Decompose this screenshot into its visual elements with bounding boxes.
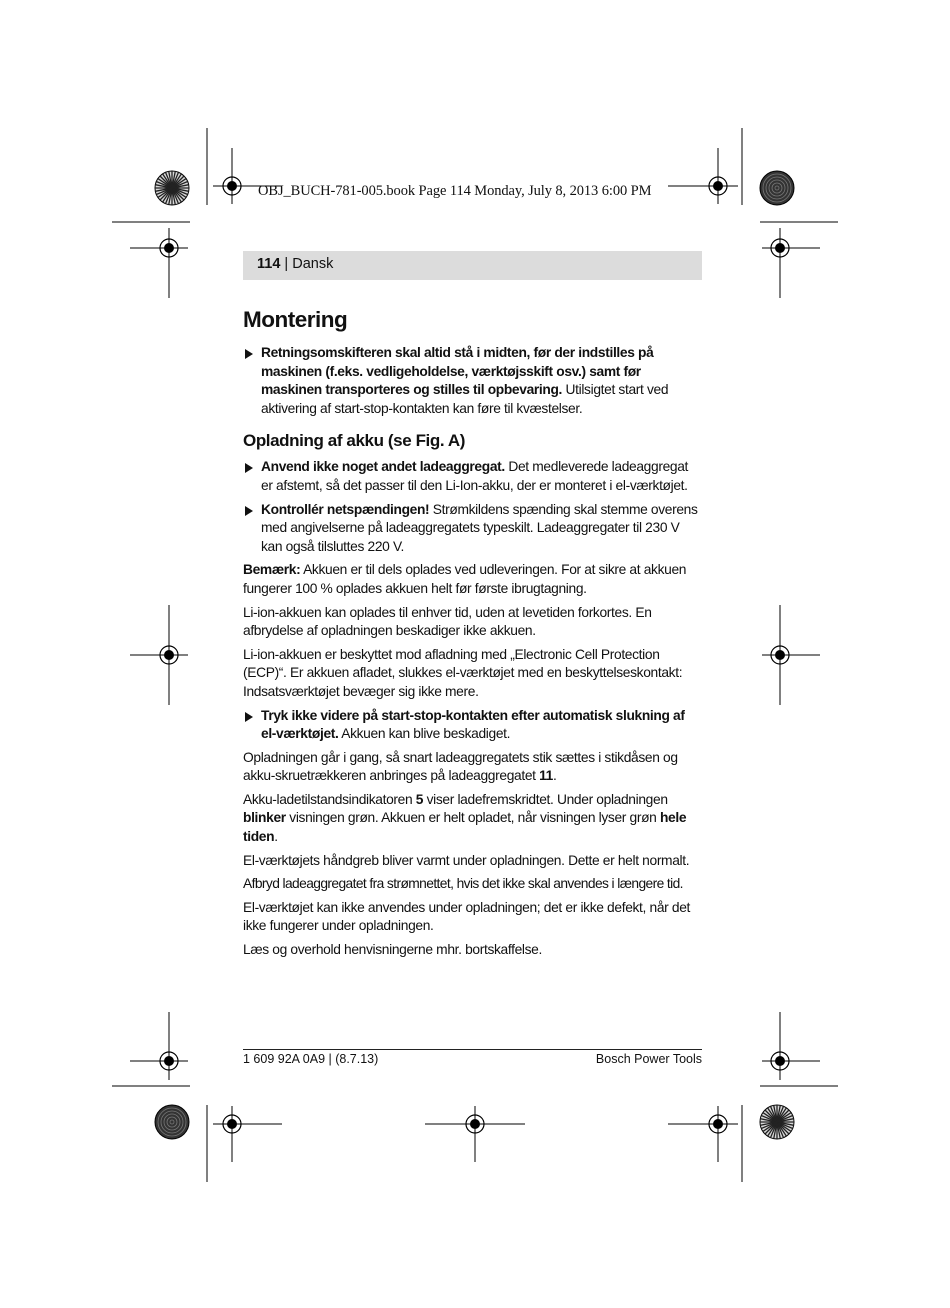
page-header	[243, 251, 702, 280]
bullet-item	[243, 458, 703, 495]
bullet-triangle-icon	[245, 349, 253, 359]
bullet-triangle-icon	[245, 463, 253, 473]
bullet-item	[243, 344, 703, 418]
subsection-title: Opladning af akku (se Fig. A)	[243, 431, 466, 451]
header-separator: |	[280, 256, 293, 272]
header-text	[257, 256, 333, 272]
paragraph-text: viser ladefremskridtet. Under opladningen	[423, 791, 668, 807]
bullet-bold: Tryk ikke videre på start-stop-kontakten efter automatisk slukning af el-værktøjet.	[261, 707, 685, 742]
bullet-bold: Retningsomskifteren skal altid stå i midten, før der indstilles på maskinen (f.eks. vedligeholdelse, værktøjsskift osv.) samt før maskinen transporteres og stilles til opbevaring.	[261, 345, 654, 398]
paragraph: Li-ion-akkuen kan oplades til enhver tid, uden at levetiden forkortes. En afbrydelse af opladningen beskadiger ikke akkuen.	[243, 604, 652, 639]
paragraph-bold: blinker	[243, 810, 286, 826]
paragraph-bold: hele tiden	[243, 810, 687, 845]
footer-doc-number: 1 609 92A 0A9 | (8.7.13)	[243, 1052, 379, 1066]
file-slug: OBJ_BUCH-781-005.book Page 114 Monday, July 8, 2013 6:00 PM	[258, 183, 652, 199]
paragraph-text: .	[274, 829, 278, 845]
note-text: Akkuen er til dels oplades ved udleveringen. For at sikre at akkuen fungerer 100 % oplades akkuen helt før første ibrugtagning.	[243, 562, 687, 596]
bullet-triangle-icon	[245, 712, 253, 722]
paragraph	[243, 791, 703, 847]
bullet-bold: Kontrollér netspændingen!	[261, 501, 430, 517]
paragraph: Læs og overhold henvisningerne mhr. bortskaffelse.	[243, 942, 542, 958]
paragraph	[243, 749, 703, 786]
footer-rule	[243, 1049, 702, 1050]
paragraph-bold: 11	[539, 768, 554, 784]
bullet-item	[243, 707, 703, 744]
paragraph: Li-ion-akkuen er beskyttet mod afladning med „Electronic Cell Protection (ECP)“. Er akkuen afladet, slukkes el-værktøjet med en beskyttelseskontakt: Indsatsværktøjet bevæger sig ikke mere.	[243, 646, 683, 699]
bullet-text: Akkuen kan blive beskadiget.	[338, 726, 511, 742]
bullet-bold: Anvend ikke noget andet ladeaggregat.	[261, 459, 505, 475]
paragraph-text: Akku-ladetilstandsindikatoren	[243, 791, 416, 807]
bullet-text: Utilsigtet start ved aktivering af start-stop-kontakten kan føre til kvæstelser.	[261, 382, 669, 416]
section-title: Montering	[243, 307, 348, 332]
paragraph-text: visningen grøn. Akkuen er helt opladet, når visningen lyser grøn	[285, 810, 660, 826]
paragraph-bold: 5	[415, 791, 424, 807]
page-number: 114	[257, 256, 281, 272]
paragraph-text: .	[553, 768, 557, 784]
page-content	[243, 306, 703, 965]
paragraph: Afbryd ladeaggregatet fra strømnettet, hvis det ikke skal anvendes i længere tid.	[243, 876, 683, 892]
note-paragraph	[243, 561, 703, 598]
bullet-triangle-icon	[245, 506, 253, 516]
footer-brand: Bosch Power Tools	[595, 1052, 702, 1066]
note-label: Bemærk:	[243, 562, 301, 578]
bullet-text: Strømkildens spænding skal stemme overens med angivelserne på ladeaggregatets typeskilt. Ladeaggregater til 230 V kan også tilsluttes 220 V.	[261, 501, 698, 554]
paragraph: El-værktøjets håndgreb bliver varmt under opladningen. Dette er helt normalt.	[243, 852, 690, 868]
paragraph: El-værktøjet kan ikke anvendes under opladningen; det er ikke defekt, når det ikke fungerer under opladningen.	[243, 899, 691, 934]
bullet-item	[243, 501, 703, 557]
paragraph-text: Opladningen går i gang, så snart ladeaggregatets stik sættes i stikdåsen og akku-skruetrækkeren anbringes på ladeaggregatet	[243, 749, 678, 784]
bullet-text: Det medleverede ladeaggregat er afstemt, så det passer til den Li-Ion-akku, der er monteret i el-værktøjet.	[261, 459, 689, 493]
header-language: Dansk	[292, 256, 334, 272]
